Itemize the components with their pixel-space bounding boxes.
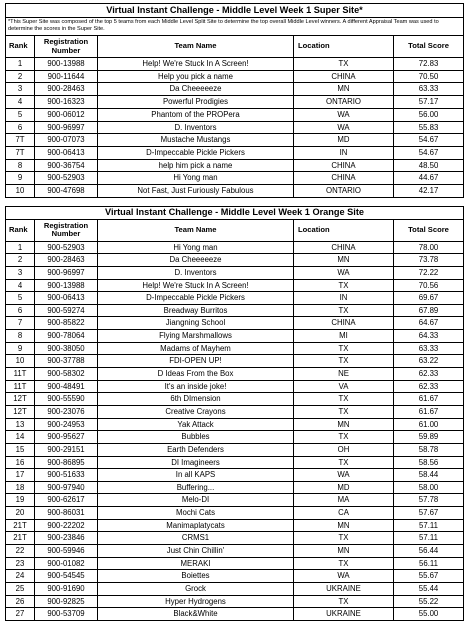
registration-number-cell: 900-13988 bbox=[35, 58, 98, 71]
table-row bbox=[6, 431, 464, 444]
rank-cell: 21T bbox=[6, 532, 35, 545]
table-row bbox=[6, 595, 464, 608]
location-cell: TX bbox=[294, 279, 394, 292]
table-row bbox=[6, 330, 464, 343]
total-score-cell: 55.00 bbox=[394, 608, 464, 621]
rank-cell: 11T bbox=[6, 380, 35, 393]
registration-number-cell: 900-38050 bbox=[35, 342, 98, 355]
location-header: Location bbox=[294, 36, 394, 58]
rank-cell: 3 bbox=[6, 83, 35, 96]
location-cell: WA bbox=[294, 469, 394, 482]
registration-number-header: Registration Number bbox=[35, 36, 98, 58]
rank-header: Rank bbox=[6, 36, 35, 58]
registration-number-cell: 900-86895 bbox=[35, 456, 98, 469]
rank-cell: 26 bbox=[6, 595, 35, 608]
team-name-cell: Just Chin Chillin' bbox=[98, 545, 294, 558]
team-name-cell: Breadway Burritos bbox=[98, 304, 294, 317]
table-row bbox=[6, 121, 464, 134]
total-score-header: Total Score bbox=[394, 219, 464, 241]
rank-cell: 9 bbox=[6, 172, 35, 185]
total-score-cell: 55.83 bbox=[394, 121, 464, 134]
total-score-cell: 57.11 bbox=[394, 532, 464, 545]
table-row bbox=[6, 96, 464, 109]
registration-number-cell: 900-37788 bbox=[35, 355, 98, 368]
location-cell: MN bbox=[294, 83, 394, 96]
rank-cell: 2 bbox=[6, 70, 35, 83]
team-name-cell: D Ideas From the Box bbox=[98, 368, 294, 381]
rank-cell: 5 bbox=[6, 108, 35, 121]
super-site-table bbox=[5, 3, 464, 198]
table-row bbox=[6, 185, 464, 198]
rank-cell: 7 bbox=[6, 317, 35, 330]
rank-header: Rank bbox=[6, 219, 35, 241]
super-site-title: Virtual Instant Challenge - Middle Level Week 1 Super Site* bbox=[6, 4, 464, 18]
location-cell: MN bbox=[294, 519, 394, 532]
registration-number-cell: 900-58302 bbox=[35, 368, 98, 381]
total-score-cell: 63.33 bbox=[394, 342, 464, 355]
table-row bbox=[6, 368, 464, 381]
total-score-cell: 55.67 bbox=[394, 570, 464, 583]
team-name-cell: Manimaplatycats bbox=[98, 519, 294, 532]
rank-cell: 25 bbox=[6, 582, 35, 595]
rank-cell: 22 bbox=[6, 545, 35, 558]
team-name-cell: Da Cheeeeeze bbox=[98, 254, 294, 267]
rank-cell: 12T bbox=[6, 405, 35, 418]
total-score-cell: 58.00 bbox=[394, 481, 464, 494]
team-name-header: Team Name bbox=[98, 219, 294, 241]
table-row bbox=[6, 557, 464, 570]
registration-number-cell: 900-59946 bbox=[35, 545, 98, 558]
location-cell: TX bbox=[294, 532, 394, 545]
registration-number-cell: 900-54545 bbox=[35, 570, 98, 583]
team-name-cell: Black&White bbox=[98, 608, 294, 621]
orange-site-table bbox=[5, 206, 464, 621]
registration-number-cell: 900-28463 bbox=[35, 254, 98, 267]
team-name-cell: Phantom of the PROPera bbox=[98, 108, 294, 121]
location-cell: TX bbox=[294, 557, 394, 570]
total-score-cell: 64.33 bbox=[394, 330, 464, 343]
table-row bbox=[6, 159, 464, 172]
location-cell: MD bbox=[294, 481, 394, 494]
total-score-cell: 61.67 bbox=[394, 405, 464, 418]
registration-number-cell: 900-95627 bbox=[35, 431, 98, 444]
registration-number-cell: 900-06413 bbox=[35, 146, 98, 159]
total-score-cell: 55.22 bbox=[394, 595, 464, 608]
team-name-cell: It's an inside joke! bbox=[98, 380, 294, 393]
location-cell: WA bbox=[294, 266, 394, 279]
rank-cell: 15 bbox=[6, 443, 35, 456]
table-row bbox=[6, 70, 464, 83]
table-row bbox=[6, 418, 464, 431]
registration-number-cell: 900-28463 bbox=[35, 83, 98, 96]
location-cell: MI bbox=[294, 330, 394, 343]
location-cell: MN bbox=[294, 545, 394, 558]
team-name-cell: Hi Yong man bbox=[98, 172, 294, 185]
table-row bbox=[6, 532, 464, 545]
registration-number-cell: 900-96997 bbox=[35, 121, 98, 134]
rank-cell: 14 bbox=[6, 431, 35, 444]
location-cell: WA bbox=[294, 121, 394, 134]
registration-number-cell: 900-91690 bbox=[35, 582, 98, 595]
table-row bbox=[6, 494, 464, 507]
registration-number-cell: 900-85822 bbox=[35, 317, 98, 330]
total-score-cell: 58.78 bbox=[394, 443, 464, 456]
team-name-cell: Madams of Mayhem bbox=[98, 342, 294, 355]
location-cell: CHINA bbox=[294, 317, 394, 330]
team-name-cell: Powerful Prodigies bbox=[98, 96, 294, 109]
team-name-cell: Flying Marshmallows bbox=[98, 330, 294, 343]
team-name-cell: MERAKI bbox=[98, 557, 294, 570]
team-name-cell: Mochi Cats bbox=[98, 507, 294, 520]
team-name-cell: Hi Yong man bbox=[98, 241, 294, 254]
location-cell: IN bbox=[294, 292, 394, 305]
total-score-cell: 57.67 bbox=[394, 507, 464, 520]
location-header: Location bbox=[294, 219, 394, 241]
registration-number-cell: 900-48491 bbox=[35, 380, 98, 393]
rank-cell: 13 bbox=[6, 418, 35, 431]
total-score-cell: 48.50 bbox=[394, 159, 464, 172]
table-row bbox=[6, 519, 464, 532]
total-score-cell: 73.78 bbox=[394, 254, 464, 267]
table-row bbox=[6, 469, 464, 482]
table-row bbox=[6, 241, 464, 254]
total-score-cell: 56.11 bbox=[394, 557, 464, 570]
table-row bbox=[6, 380, 464, 393]
rank-cell: 17 bbox=[6, 469, 35, 482]
rank-cell: 16 bbox=[6, 456, 35, 469]
super-site-section bbox=[5, 3, 463, 198]
table-row bbox=[6, 393, 464, 406]
registration-number-cell: 900-36754 bbox=[35, 159, 98, 172]
registration-number-cell: 900-07073 bbox=[35, 134, 98, 147]
rank-cell: 21T bbox=[6, 519, 35, 532]
team-name-cell: Melo-DI bbox=[98, 494, 294, 507]
total-score-cell: 67.89 bbox=[394, 304, 464, 317]
total-score-cell: 72.22 bbox=[394, 266, 464, 279]
location-cell: VA bbox=[294, 380, 394, 393]
registration-number-cell: 900-96997 bbox=[35, 266, 98, 279]
total-score-cell: 61.00 bbox=[394, 418, 464, 431]
team-name-cell: D-Impeccable Pickle Pickers bbox=[98, 146, 294, 159]
table-row bbox=[6, 58, 464, 71]
team-name-cell: Hyper Hydrogens bbox=[98, 595, 294, 608]
table-row bbox=[6, 146, 464, 159]
team-name-cell: D. Inventors bbox=[98, 266, 294, 279]
team-name-cell: Boiettes bbox=[98, 570, 294, 583]
rank-cell: 7T bbox=[6, 146, 35, 159]
table-row bbox=[6, 134, 464, 147]
team-name-cell: D. Inventors bbox=[98, 121, 294, 134]
rank-cell: 4 bbox=[6, 279, 35, 292]
team-name-cell: Earth Defenders bbox=[98, 443, 294, 456]
location-cell: WA bbox=[294, 108, 394, 121]
rank-cell: 1 bbox=[6, 241, 35, 254]
team-name-cell: Not Fast, Just Furiously Fabulous bbox=[98, 185, 294, 198]
table-row bbox=[6, 279, 464, 292]
location-cell: CHINA bbox=[294, 70, 394, 83]
location-cell: CHINA bbox=[294, 159, 394, 172]
location-cell: MN bbox=[294, 254, 394, 267]
table-row bbox=[6, 172, 464, 185]
total-score-cell: 58.44 bbox=[394, 469, 464, 482]
registration-number-cell: 900-78064 bbox=[35, 330, 98, 343]
registration-number-cell: 900-23846 bbox=[35, 532, 98, 545]
total-score-cell: 55.44 bbox=[394, 582, 464, 595]
total-score-cell: 57.78 bbox=[394, 494, 464, 507]
team-name-cell: Help you pick a name bbox=[98, 70, 294, 83]
table-row bbox=[6, 507, 464, 520]
total-score-cell: 63.22 bbox=[394, 355, 464, 368]
total-score-header: Total Score bbox=[394, 36, 464, 58]
total-score-cell: 42.17 bbox=[394, 185, 464, 198]
table-row bbox=[6, 456, 464, 469]
registration-number-cell: 900-23076 bbox=[35, 405, 98, 418]
location-cell: NE bbox=[294, 368, 394, 381]
location-cell: TX bbox=[294, 393, 394, 406]
team-name-cell: Da Cheeeeeze bbox=[98, 83, 294, 96]
table-row bbox=[6, 254, 464, 267]
total-score-cell: 62.33 bbox=[394, 380, 464, 393]
table-row bbox=[6, 608, 464, 621]
team-name-cell: Bubbles bbox=[98, 431, 294, 444]
total-score-cell: 57.17 bbox=[394, 96, 464, 109]
team-name-cell: In all KAPS bbox=[98, 469, 294, 482]
location-cell: TX bbox=[294, 431, 394, 444]
location-cell: TX bbox=[294, 595, 394, 608]
registration-number-cell: 900-06012 bbox=[35, 108, 98, 121]
registration-number-cell: 900-01082 bbox=[35, 557, 98, 570]
total-score-cell: 62.33 bbox=[394, 368, 464, 381]
rank-cell: 20 bbox=[6, 507, 35, 520]
registration-number-cell: 900-06413 bbox=[35, 292, 98, 305]
location-cell: CHINA bbox=[294, 172, 394, 185]
team-name-cell: Grock bbox=[98, 582, 294, 595]
registration-number-cell: 900-24953 bbox=[35, 418, 98, 431]
registration-number-cell: 900-47698 bbox=[35, 185, 98, 198]
table-row bbox=[6, 83, 464, 96]
team-name-cell: help him pick a name bbox=[98, 159, 294, 172]
team-name-cell: Creative Crayons bbox=[98, 405, 294, 418]
team-name-cell: Buffering... bbox=[98, 481, 294, 494]
rank-cell: 6 bbox=[6, 121, 35, 134]
total-score-cell: 64.67 bbox=[394, 317, 464, 330]
location-cell: TX bbox=[294, 355, 394, 368]
location-cell: MD bbox=[294, 134, 394, 147]
team-name-cell: Help! We're Stuck In A Screen! bbox=[98, 279, 294, 292]
super-site-footnote: *This Super Site was composed of the top 5 teams from each Middle Level Split Site to determine the top overall Middle Level winners. A different Appraisal Team was used to determine the scores in the Super Site. bbox=[6, 18, 464, 36]
rank-cell: 2 bbox=[6, 254, 35, 267]
registration-number-header: Registration Number bbox=[35, 219, 98, 241]
location-cell: CA bbox=[294, 507, 394, 520]
table-row bbox=[6, 443, 464, 456]
registration-number-cell: 900-62617 bbox=[35, 494, 98, 507]
total-score-cell: 78.00 bbox=[394, 241, 464, 254]
total-score-cell: 59.89 bbox=[394, 431, 464, 444]
total-score-cell: 58.56 bbox=[394, 456, 464, 469]
rank-cell: 18 bbox=[6, 481, 35, 494]
location-cell: TX bbox=[294, 342, 394, 355]
rank-cell: 11T bbox=[6, 368, 35, 381]
registration-number-cell: 900-55590 bbox=[35, 393, 98, 406]
rank-cell: 12T bbox=[6, 393, 35, 406]
rank-cell: 19 bbox=[6, 494, 35, 507]
total-score-cell: 72.83 bbox=[394, 58, 464, 71]
location-cell: CHINA bbox=[294, 241, 394, 254]
team-name-cell: FDI-OPEN UP! bbox=[98, 355, 294, 368]
team-name-header: Team Name bbox=[98, 36, 294, 58]
rank-cell: 8 bbox=[6, 330, 35, 343]
team-name-cell: Mustache Mustangs bbox=[98, 134, 294, 147]
rank-cell: 7T bbox=[6, 134, 35, 147]
table-row bbox=[6, 355, 464, 368]
total-score-cell: 69.67 bbox=[394, 292, 464, 305]
registration-number-cell: 900-92825 bbox=[35, 595, 98, 608]
total-score-cell: 54.67 bbox=[394, 146, 464, 159]
orange-site-title: Virtual Instant Challenge - Middle Level Week 1 Orange Site bbox=[6, 207, 464, 220]
rank-cell: 10 bbox=[6, 185, 35, 198]
rank-cell: 8 bbox=[6, 159, 35, 172]
total-score-cell: 63.33 bbox=[394, 83, 464, 96]
rank-cell: 27 bbox=[6, 608, 35, 621]
total-score-cell: 56.44 bbox=[394, 545, 464, 558]
registration-number-cell: 900-86031 bbox=[35, 507, 98, 520]
location-cell: TX bbox=[294, 456, 394, 469]
table-row bbox=[6, 292, 464, 305]
total-score-cell: 70.50 bbox=[394, 70, 464, 83]
location-cell: TX bbox=[294, 58, 394, 71]
team-name-cell: Help! We're Stuck In A Screen! bbox=[98, 58, 294, 71]
rank-cell: 9 bbox=[6, 342, 35, 355]
total-score-cell: 61.67 bbox=[394, 393, 464, 406]
table-row bbox=[6, 545, 464, 558]
table-row bbox=[6, 266, 464, 279]
table-row bbox=[6, 582, 464, 595]
location-cell: OH bbox=[294, 443, 394, 456]
registration-number-cell: 900-52903 bbox=[35, 241, 98, 254]
location-cell: TX bbox=[294, 304, 394, 317]
location-cell: WA bbox=[294, 570, 394, 583]
registration-number-cell: 900-51633 bbox=[35, 469, 98, 482]
total-score-cell: 56.00 bbox=[394, 108, 464, 121]
location-cell: UKRAINE bbox=[294, 608, 394, 621]
table-row bbox=[6, 570, 464, 583]
registration-number-cell: 900-11644 bbox=[35, 70, 98, 83]
table-row bbox=[6, 405, 464, 418]
table-row bbox=[6, 317, 464, 330]
location-cell: ONTARIO bbox=[294, 185, 394, 198]
registration-number-cell: 900-97940 bbox=[35, 481, 98, 494]
team-name-cell: CRMS1 bbox=[98, 532, 294, 545]
registration-number-cell: 900-16323 bbox=[35, 96, 98, 109]
registration-number-cell: 900-13988 bbox=[35, 279, 98, 292]
rank-cell: 3 bbox=[6, 266, 35, 279]
location-cell: MA bbox=[294, 494, 394, 507]
location-cell: IN bbox=[294, 146, 394, 159]
registration-number-cell: 900-29151 bbox=[35, 443, 98, 456]
table-row bbox=[6, 304, 464, 317]
super-site-header-row bbox=[6, 36, 464, 58]
total-score-cell: 54.67 bbox=[394, 134, 464, 147]
rank-cell: 6 bbox=[6, 304, 35, 317]
rank-cell: 1 bbox=[6, 58, 35, 71]
total-score-cell: 44.67 bbox=[394, 172, 464, 185]
orange-site-header-row bbox=[6, 219, 464, 241]
registration-number-cell: 900-22202 bbox=[35, 519, 98, 532]
location-cell: UKRAINE bbox=[294, 582, 394, 595]
team-name-cell: 6th DImension bbox=[98, 393, 294, 406]
table-row bbox=[6, 108, 464, 121]
total-score-cell: 57.11 bbox=[394, 519, 464, 532]
rank-cell: 24 bbox=[6, 570, 35, 583]
orange-site-section bbox=[5, 206, 463, 621]
registration-number-cell: 900-53709 bbox=[35, 608, 98, 621]
team-name-cell: DI Imagineers bbox=[98, 456, 294, 469]
total-score-cell: 70.56 bbox=[394, 279, 464, 292]
registration-number-cell: 900-59274 bbox=[35, 304, 98, 317]
table-row bbox=[6, 481, 464, 494]
team-name-cell: Jiangning School bbox=[98, 317, 294, 330]
rank-cell: 5 bbox=[6, 292, 35, 305]
table-row bbox=[6, 342, 464, 355]
registration-number-cell: 900-52903 bbox=[35, 172, 98, 185]
location-cell: TX bbox=[294, 405, 394, 418]
team-name-cell: D-Impeccable Pickle Pickers bbox=[98, 292, 294, 305]
location-cell: MN bbox=[294, 418, 394, 431]
team-name-cell: Yak Attack bbox=[98, 418, 294, 431]
rank-cell: 10 bbox=[6, 355, 35, 368]
location-cell: ONTARIO bbox=[294, 96, 394, 109]
rank-cell: 4 bbox=[6, 96, 35, 109]
rank-cell: 23 bbox=[6, 557, 35, 570]
